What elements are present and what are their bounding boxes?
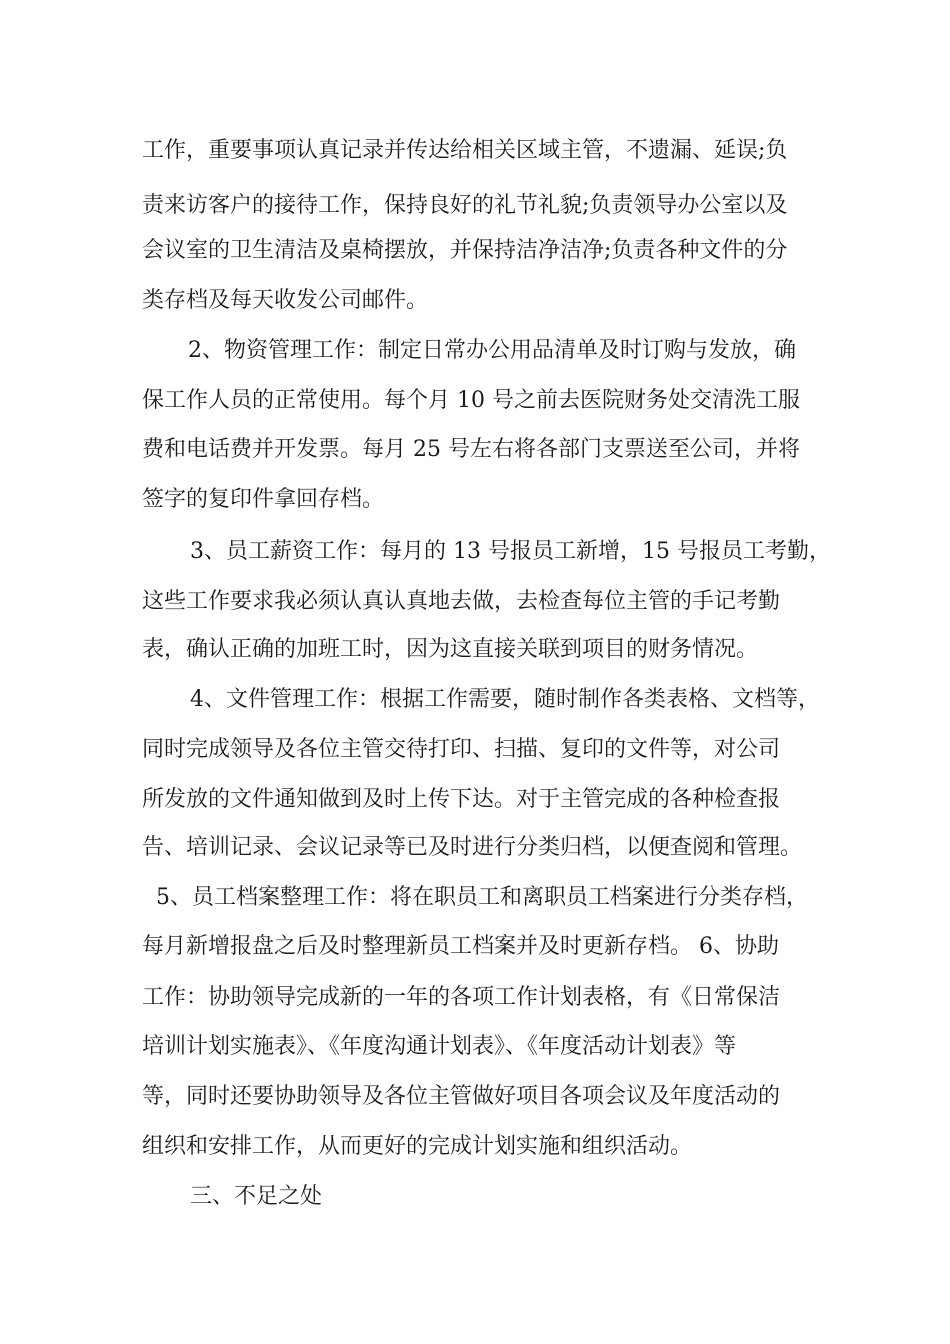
text-line-9: 3、员工薪资工作：每月的 13 号报员工新增，15 号报员工考勤， xyxy=(190,539,831,564)
text-line-14: 所发放的文件通知做到及时上传下达。对于主管完成的各种检查报 xyxy=(142,787,781,812)
text-line-1: 工作，重要事项认真记录并传达给相关区域主管，不遗漏、延误;负 xyxy=(142,138,788,163)
text-line-3: 会议室的卫生清洁及桌椅摆放，并保持洁净洁净;负责各种文件的分 xyxy=(142,238,788,263)
text-line-2: 责来访客户的接待工作，保持良好的礼节礼貌;负责领导办公室以及 xyxy=(142,193,788,218)
text-line-21: 组织和安排工作，从而更好的完成计划实施和组织活动。 xyxy=(142,1134,693,1159)
text-line-20: 等，同时还要协助领导及各位主管做好项目各项会议及年度活动的 xyxy=(142,1084,781,1109)
section-heading: 三、不足之处 xyxy=(190,1184,323,1209)
text-line-15: 告、培训记录、会议记录等已及时进行分类归档，以便查阅和管理。 xyxy=(142,835,803,860)
text-line-8: 签字的复印件拿回存档。 xyxy=(142,487,385,512)
text-line-17: 每月新增报盘之后及时整理新员工档案并及时更新存档。 6、协助 xyxy=(142,934,779,959)
text-line-11: 表，确认正确的加班工时，因为这直接关联到项目的财务情况。 xyxy=(142,637,759,662)
text-line-6: 保工作人员的正常使用。每个月 10 号之前去医院财务处交清洗工服 xyxy=(142,388,800,413)
text-line-19: 培训计划实施表》、《年度沟通计划表》、《年度活动计划表》等 xyxy=(142,1034,737,1059)
text-line-4: 类存档及每天收发公司邮件。 xyxy=(142,288,429,313)
text-line-18: 工作：协助领导完成新的一年的各项工作计划表格，有《日常保洁 xyxy=(142,985,781,1010)
text-line-10: 这些工作要求我必须认真认真地去做，去检查每位主管的手记考勤 xyxy=(142,589,781,614)
text-line-13: 同时完成领导及各位主管交待打印、扫描、复印的文件等，对公司 xyxy=(142,737,781,762)
text-line-7: 费和电话费并开发票。每月 25 号左右将各部门支票送至公司，并将 xyxy=(142,437,800,462)
text-line-12: 4、文件管理工作：根据工作需要，随时制作各类表格、文档等， xyxy=(190,687,820,712)
text-line-16: 5、员工档案整理工作：将在职员工和离职员工档案进行分类存档， xyxy=(156,885,808,910)
text-line-5: 2、物资管理工作：制定日常办公用品清单及时订购与发放，确 xyxy=(188,338,796,363)
